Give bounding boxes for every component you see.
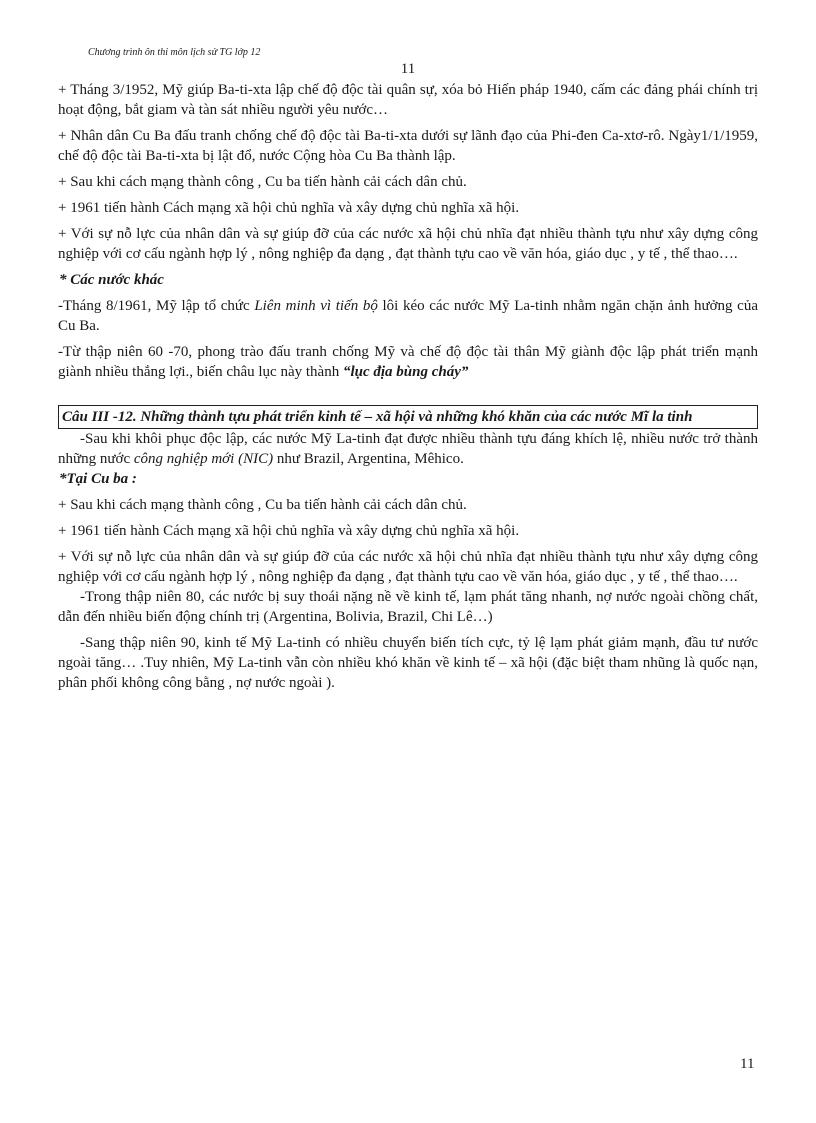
section-cuba-item-3: + Với sự nỗ lực của nhân dân và sự giúp đỡ của các nước xã hội chủ nhĩa đạt nhiều thành tựu như xây dựng công nghiệp với cơ cấu ngành hợp lý , nông nghiệp đa dạng , đạt thành tựu cao về văn hóa, giáo dục , y tế , thể thao…. (58, 549, 758, 585)
section-heading-box: Câu III -12. Những thành tựu phát triển kinh tế – xã hội và những khó khăn của các nước Mĩ la tinh (58, 405, 758, 429)
eighties-paragraph: -Trong thập niên 80, các nước bị suy thoái nặng nề về kinh tế, lạm phát tăng nhanh, nợ nước ngoài chồng chất, dẫn đến nhiều biến động chính trị (Argentina, Bolivia, Brazil, Chi Lê…) (58, 589, 758, 625)
section-cuba-item-2: + 1961 tiến hành Cách mạng xã hội chủ nghĩa và xây dựng chủ nghĩa xã hội. (58, 523, 520, 539)
other-countries-paragraph-2: -Từ thập niên 60 -70, phong trào đấu tranh chống Mỹ và chế độ độc tài thân Mỹ giành độc lập phát triển mạnh giành nhiều thắng lợi., biến châu lục này thành “lục địa bùng cháy” (58, 344, 758, 380)
nic-phrase: công nghiệp mới (NIC) (133, 451, 274, 467)
cuba-paragraph-4: + 1961 tiến hành Cách mạng xã hội chủ nghĩa và xây dựng chủ nghĩa xã hội. (58, 200, 520, 216)
cuba-paragraph-5: + Với sự nỗ lực của nhân dân và sự giúp đỡ của các nước xã hội chủ nhĩa đạt nhiều thành tựu như xây dựng công nghiệp với cơ cấu ngành hợp lý , nông nghiệp đa dạng , đạt thành tựu cao về văn hóa, giáo dục , y tế , thể thao…. (58, 226, 758, 262)
section-cuba-item-1: + Sau khi cách mạng thành công , Cu ba tiến hành cải cách dân chủ. (58, 497, 467, 513)
document-header: Chương trình ôn thi môn lịch sử TG lớp 12 (88, 47, 261, 58)
cuba-paragraph-2: + Nhân dân Cu Ba đấu tranh chống chế độ độc tài Ba-ti-xta dưới sự lãnh đạo của Phi-đen Ca-xtơ-rô. Ngày1/1/1959, chế độ độc tài Ba-ti-xta bị lật đổ, nước Cộng hòa Cu Ba thành lập. (58, 128, 758, 164)
cuba-heading: *Tại Cu ba : (59, 471, 137, 487)
other-countries-paragraph-1: -Tháng 8/1961, Mỹ lập tổ chức Liên minh vì tiến bộ lôi kéo các nước Mỹ La-tinh nhằm ngăn chặn ảnh hưởng của Cu Ba. (58, 298, 758, 334)
section-intro: -Sau khi khôi phục độc lập, các nước Mỹ La-tinh đạt được nhiều thành tựu đáng khích lệ, nhiều nước trở thành những nước công nghiệp mới (NIC) như Brazil, Argentina, Mêhico. (58, 431, 758, 467)
nineties-paragraph: -Sang thập niên 90, kinh tế Mỹ La-tinh có nhiều chuyển biến tích cực, tỷ lệ lạm phát giảm mạnh, đầu tư nước ngoài tăng… .Tuy nhiên, Mỹ La-tinh vẫn còn nhiều khó khăn về kinh tế – xã hội (đặc biệt tham nhũng là quốc nạn, phân phối không công bằng , nợ nước ngoài ). (58, 635, 758, 691)
other-countries-heading: * Các nước khác (59, 272, 164, 288)
document-body (58, 80, 758, 693)
alliance-name: Liên minh vì tiến bộ (254, 298, 378, 314)
cuba-paragraph-3: + Sau khi cách mạng thành công , Cu ba tiến hành cải cách dân chủ. (58, 174, 467, 190)
burning-continent-phrase: “lục địa bùng cháy” (342, 364, 469, 380)
page-number-top: 11 (400, 61, 416, 77)
page-number-bottom: 11 (740, 1056, 755, 1072)
cuba-paragraph-1: + Tháng 3/1952, Mỹ giúp Ba-ti-xta lập chế độ độc tài quân sự, xóa bỏ Hiến pháp 1940, cấm các đảng phái chính trị hoạt động, bắt giam và tàn sát nhiều người yêu nước… (58, 82, 758, 118)
